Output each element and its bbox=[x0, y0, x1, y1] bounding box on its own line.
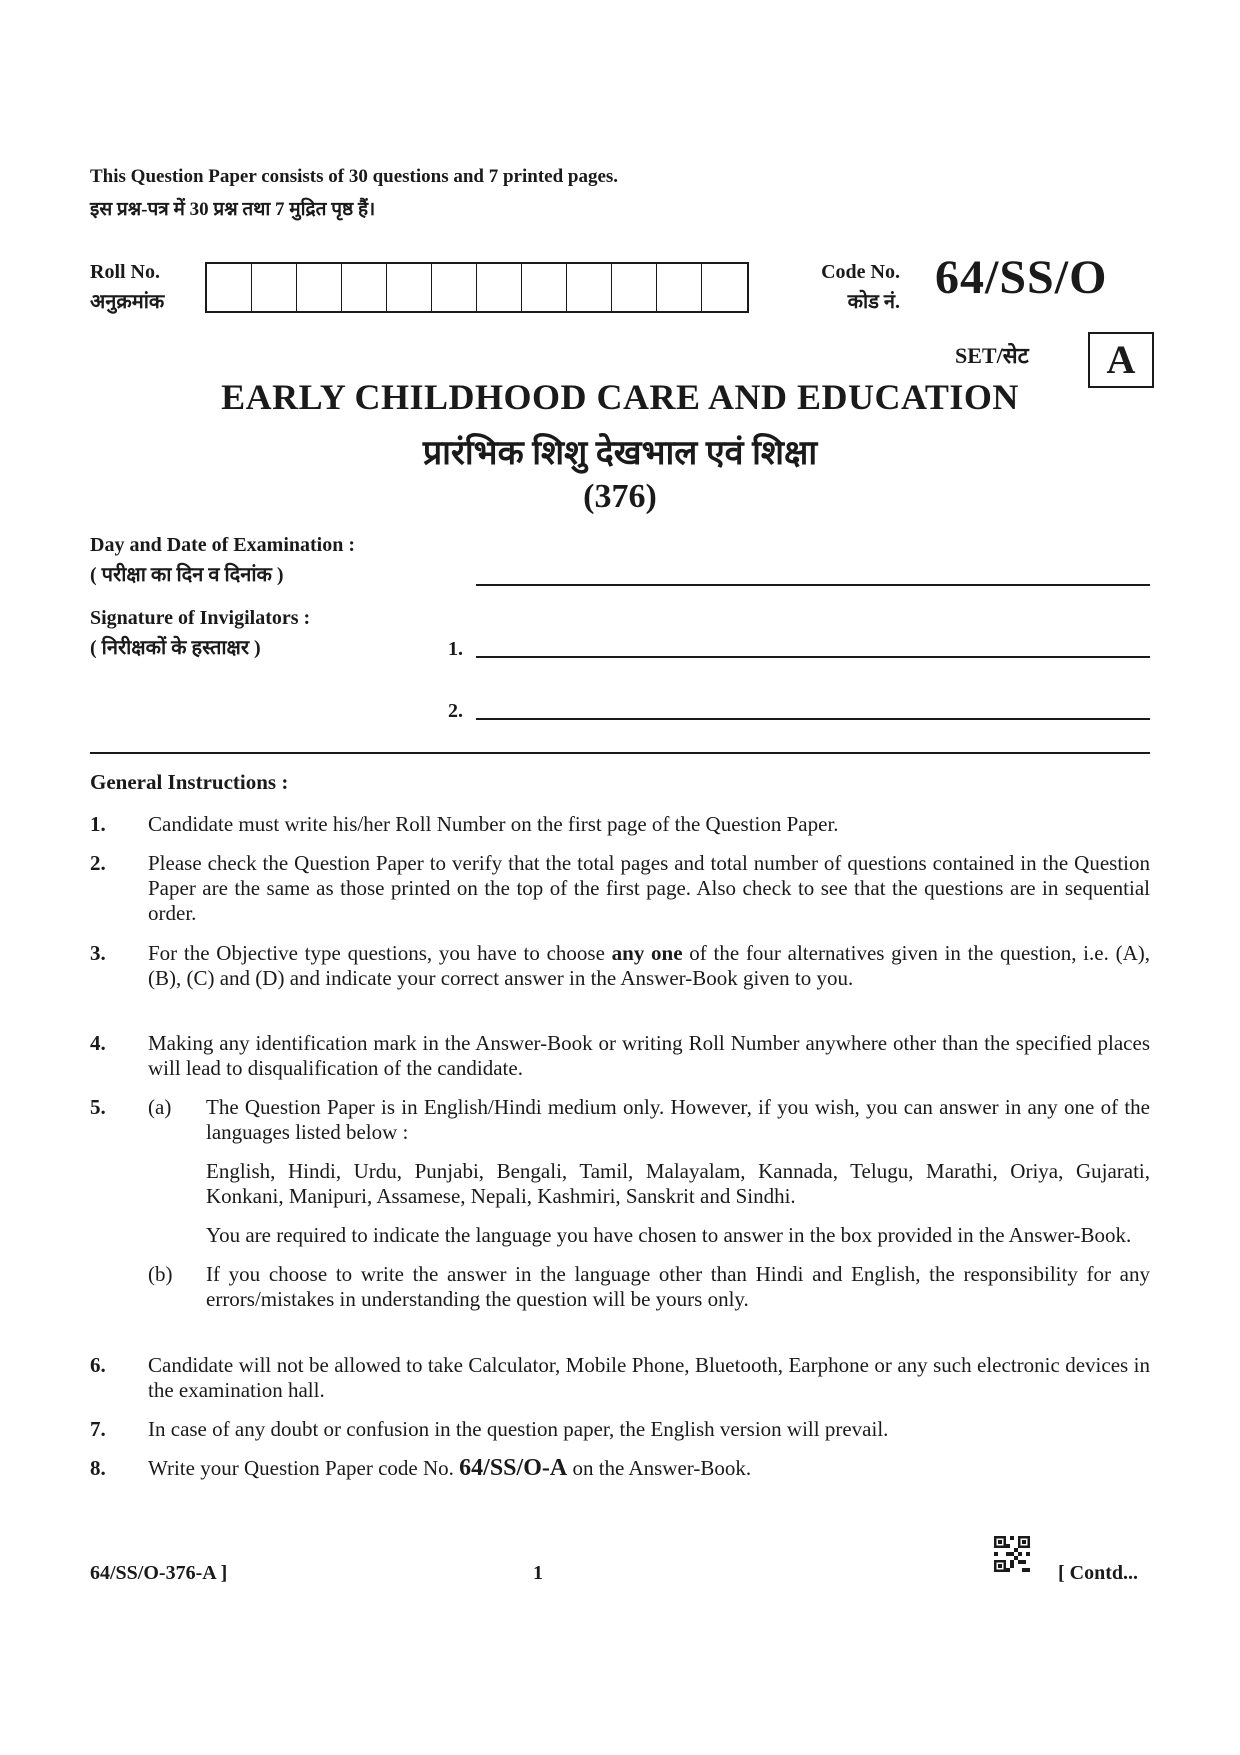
signature-1-number: 1. bbox=[448, 638, 463, 660]
exam-date-label-en: Day and Date of Examination : bbox=[90, 534, 356, 556]
instruction-number: 5. bbox=[90, 1095, 106, 1119]
roll-number-boxes[interactable] bbox=[205, 262, 749, 313]
instruction-text-part: on the Answer-Book. bbox=[567, 1456, 752, 1480]
roll-box[interactable] bbox=[567, 264, 612, 311]
signature-1-line[interactable] bbox=[476, 656, 1150, 658]
instruction-5b-text: If you choose to write the answer in the language other than Hindi and English, the responsibility for any errors/mistakes in understanding the question will be yours only. bbox=[206, 1262, 1150, 1311]
code-label-hi: कोड नं. bbox=[847, 291, 900, 313]
instruction-5a-languages: English, Hindi, Urdu, Punjabi, Bengali, Tamil, Malayalam, Kannada, Telugu, Marathi, Oriya, Gujarati, Konkani, Manipuri, Assamese, Nepali, Kashmiri, Sanskrit and Sindhi. bbox=[206, 1159, 1150, 1208]
roll-box[interactable] bbox=[522, 264, 567, 311]
general-instructions-heading: General Instructions : bbox=[90, 770, 289, 794]
roll-label-en: Roll No. bbox=[90, 261, 160, 283]
instruction-text-part: of the four alternatives given in the question, i.e. (A), (B), (C) and (D) and indicate your correct answer in the Answer-Book given to you. bbox=[148, 941, 1150, 990]
exam-date-label-hi: ( परीक्षा का दिन व दिनांक ) bbox=[90, 564, 284, 586]
roll-number-label bbox=[90, 257, 164, 317]
instruction-text: In case of any doubt or confusion in the question paper, the English version will prevail. bbox=[148, 1417, 889, 1441]
roll-box[interactable] bbox=[657, 264, 702, 311]
code-number-label bbox=[790, 257, 900, 317]
paper-code-emphasis: 64/SS/O-A bbox=[459, 1455, 568, 1481]
code-label-en: Code No. bbox=[821, 261, 900, 283]
instruction-text-part: For the Objective type questions, you have to choose bbox=[148, 941, 612, 965]
instruction-5 bbox=[90, 1095, 1150, 1312]
instruction-sub-a: (a) bbox=[148, 1095, 172, 1119]
roll-box[interactable] bbox=[297, 264, 342, 311]
pages-info-hindi: इस प्रश्न-पत्र में 30 प्रश्न तथा 7 मुद्रित पृष्ठ हैं। bbox=[90, 199, 376, 220]
instruction-3 bbox=[90, 941, 1150, 991]
roll-box[interactable] bbox=[432, 264, 477, 311]
instruction-5a-text-3: You are required to indicate the language you have chosen to answer in the box provided in the Answer-Book. bbox=[206, 1223, 1132, 1247]
set-label: SET/सेट bbox=[955, 343, 1029, 368]
roll-box[interactable] bbox=[342, 264, 387, 311]
pages-info: This Question Paper consists of 30 questions and 7 printed pages. bbox=[90, 166, 619, 187]
instruction-1 bbox=[90, 812, 1150, 837]
roll-label-hi: अनुक्रमांक bbox=[90, 291, 165, 313]
instruction-4 bbox=[90, 1031, 1150, 1081]
roll-box[interactable] bbox=[477, 264, 522, 311]
instruction-text-part: Write your Question Paper code No. bbox=[148, 1456, 460, 1480]
instruction-7 bbox=[90, 1417, 1150, 1442]
roll-box[interactable] bbox=[612, 264, 657, 311]
instruction-number: 1. bbox=[90, 812, 106, 836]
exam-date-label bbox=[90, 530, 355, 590]
qr-code-icon bbox=[994, 1536, 1030, 1572]
paper-title: EARLY CHILDHOOD CARE AND EDUCATION bbox=[221, 377, 1019, 417]
roll-box[interactable] bbox=[702, 264, 747, 311]
paper-title-hindi: प्रारंभिक शिशु देखभाल एवं शिक्षा bbox=[422, 435, 818, 472]
signature-2-line[interactable] bbox=[476, 718, 1150, 720]
roll-box[interactable] bbox=[252, 264, 297, 311]
page-number: 1 bbox=[533, 1562, 543, 1584]
signature-2-number: 2. bbox=[448, 700, 463, 722]
section-divider bbox=[90, 752, 1150, 754]
instruction-number: 8. bbox=[90, 1456, 106, 1480]
instruction-text: Candidate will not be allowed to take Calculator, Mobile Phone, Bluetooth, Earphone or any such electronic devices in the examination hall. bbox=[148, 1353, 1150, 1402]
instruction-number: 2. bbox=[90, 851, 106, 875]
code-number-value: 64/SS/O bbox=[935, 251, 1108, 304]
instruction-emphasis: any one bbox=[611, 941, 683, 965]
instruction-text: Making any identification mark in the Answer-Book or writing Roll Number anywhere other than the specified places will lead to disqualification of the candidate. bbox=[148, 1031, 1150, 1080]
instruction-text: Candidate must write his/her Roll Number on the first page of the Question Paper. bbox=[148, 812, 839, 836]
sig-label-en: Signature of Invigilators : bbox=[90, 607, 311, 629]
instruction-text bbox=[148, 941, 1150, 991]
instruction-number: 3. bbox=[90, 941, 106, 965]
instruction-2 bbox=[90, 851, 1150, 926]
instruction-number: 6. bbox=[90, 1353, 106, 1377]
instruction-6 bbox=[90, 1353, 1150, 1403]
instruction-number: 7. bbox=[90, 1417, 106, 1441]
invigilator-signature-label bbox=[90, 603, 310, 663]
instruction-8 bbox=[90, 1456, 1150, 1481]
instruction-sub-b: (b) bbox=[148, 1262, 173, 1286]
instruction-5a-text-1: The Question Paper is in English/Hindi medium only. However, if you wish, you can answer in any one of the languages listed below : bbox=[206, 1095, 1150, 1144]
instruction-text bbox=[148, 1456, 1150, 1481]
roll-box[interactable] bbox=[207, 264, 252, 311]
continued-note: [ Contd... bbox=[1058, 1562, 1139, 1584]
exam-date-line[interactable] bbox=[476, 584, 1150, 586]
subject-code: (376) bbox=[583, 478, 657, 515]
instruction-text: Please check the Question Paper to verify that the total pages and total number of questions contained in the Question Paper are the same as those printed on the top of the first page. Also check to see that the questions are in sequential order. bbox=[148, 851, 1150, 925]
instruction-text bbox=[206, 1095, 1150, 1248]
set-value-box: A bbox=[1088, 332, 1154, 388]
footer-paper-code: 64/SS/O-376-A ] bbox=[90, 1562, 228, 1584]
roll-box[interactable] bbox=[387, 264, 432, 311]
instruction-number: 4. bbox=[90, 1031, 106, 1055]
sig-label-hi: ( निरीक्षकों के हस्ताक्षर ) bbox=[90, 637, 261, 659]
